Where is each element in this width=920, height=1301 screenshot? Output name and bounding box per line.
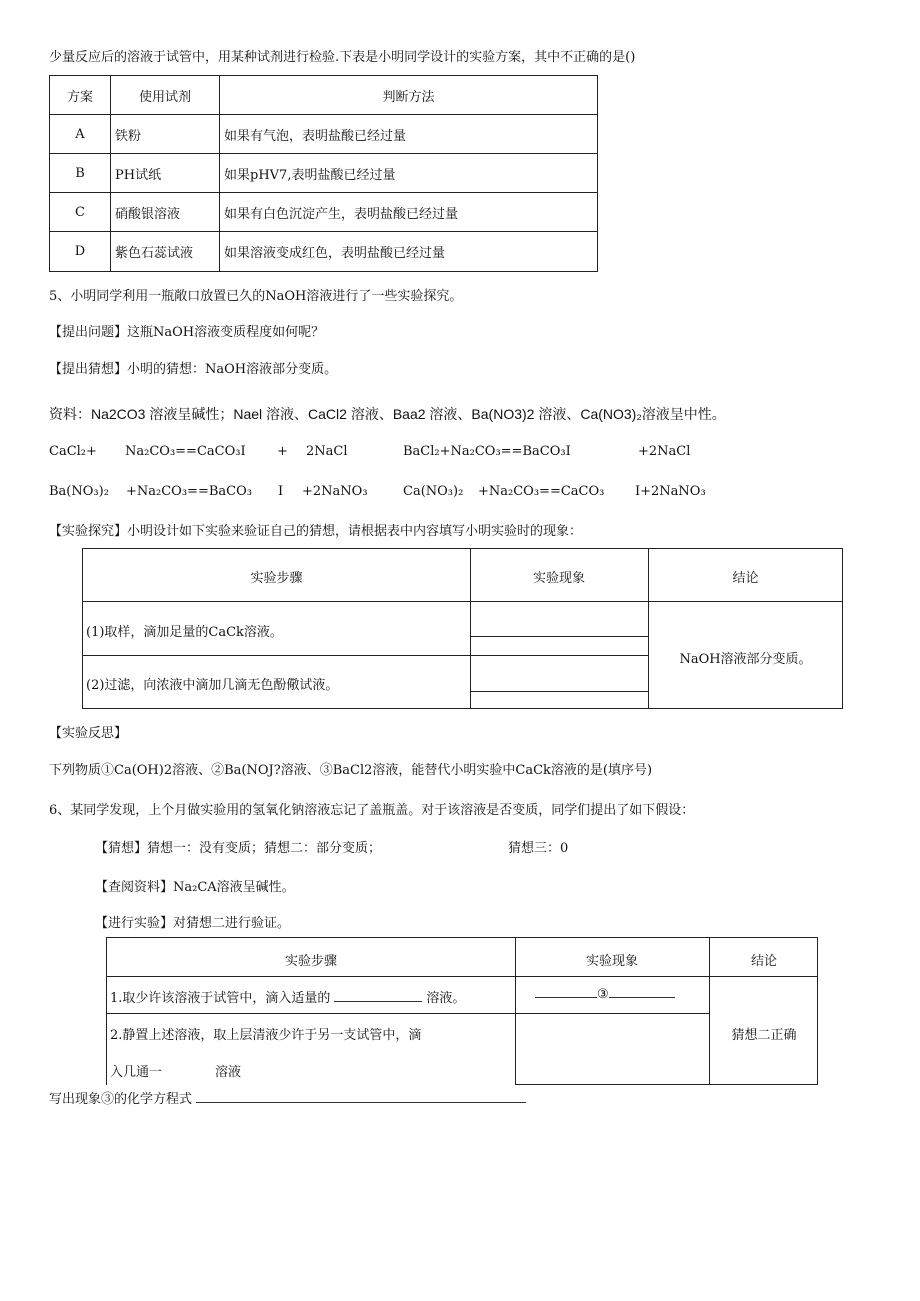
header-plan: 方案 <box>50 76 111 115</box>
eq: +Na₂CO₃==CaCO₃ <box>478 484 605 499</box>
step-1: (1)取样，滴加足量的CaCk溶液。 <box>86 625 283 640</box>
cell: 如果溶液变成红色，表明盐酸已经过量 <box>220 232 598 272</box>
cell: 硝酸银溶液 <box>111 193 220 232</box>
eq: +2NaCl <box>638 444 691 459</box>
eq: + <box>277 444 288 459</box>
eq: +Na₂CO₃==BaCO₃ <box>126 484 252 499</box>
eq: CaCl₂+ <box>49 444 97 459</box>
step-1-text: 1.取少许该溶液于试管中，滴入适量的 <box>110 991 331 1006</box>
observation-1 <box>535 987 675 1002</box>
reflect-heading: 【实验反思】 <box>49 726 128 741</box>
header-steps: 实验步骤 <box>250 571 303 586</box>
cell: 如果有白色沉淀产生，表明盐酸已经过量 <box>220 193 598 232</box>
circled-3: ③ <box>597 987 609 1002</box>
q6-guess-3: 猜想三：0 <box>508 841 569 856</box>
intro-text: 少量反应后的溶液于试管中，用某种试剂进行检验.下表是小明同学设计的实验方案，其中不正确的是() <box>49 50 636 65</box>
table-row <box>50 232 598 272</box>
step-1 <box>110 987 465 1006</box>
step-2-cont: 入几通一 <box>110 1065 163 1080</box>
table-row <box>50 193 598 232</box>
step-2: (2)过滤，向浓液中滴加几滴无色酚儆试液。 <box>86 678 339 693</box>
cell: B <box>50 154 111 193</box>
table-experiment-6 <box>106 937 818 1085</box>
table-row <box>50 115 598 154</box>
cell: A <box>50 115 111 154</box>
eq: I+2NaNO₃ <box>635 484 706 499</box>
q5-guess: 【提出猜想】小明的猜想：NaOH溶液部分变质。 <box>49 362 338 377</box>
cell: 如果有气泡，表明盐酸已经过量 <box>220 115 598 154</box>
cell: C <box>50 193 111 232</box>
table-experiment-5 <box>82 548 843 709</box>
step-1-suffix: 溶液。 <box>426 991 466 1006</box>
eq: Ca(NO₃)₂ <box>403 484 464 499</box>
header-steps: 实验步骤 <box>284 954 337 969</box>
equation-blank[interactable] <box>196 1102 526 1103</box>
step-2-suffix: 溶液 <box>215 1065 242 1080</box>
header-reagent: 使用试剂 <box>111 76 220 115</box>
reflect-question: 下列物质①Ca(OH)2溶液、②Ba(NOJ?溶液、③BaCl2溶液，能替代小明实验中CaCk溶液的是(填序号) <box>49 763 653 778</box>
q6-info: 【查阅资料】Na₂CA溶液呈碱性。 <box>95 880 295 895</box>
step-2: 2.静置上述溶液，取上层清液少许于另一支试管中，滴 <box>110 1028 422 1043</box>
eq: 2NaCl <box>306 444 348 459</box>
blank[interactable] <box>334 1001 422 1002</box>
header-phenomenon: 实验现象 <box>532 571 585 586</box>
header-conclusion: 结论 <box>732 571 759 586</box>
cell: PH试纸 <box>111 154 220 193</box>
header-phenomenon: 实验现象 <box>585 954 638 969</box>
q6-title: 6、某同学发现，上个月做实验用的氢氧化钠溶液忘记了盖瓶盖。对于该溶液是否变质，同学们提出了如下假设： <box>49 803 695 818</box>
q5-info: 资料：Na2CO3 溶液呈碱性；Nael 溶液、CaCl2 溶液、Baa2 溶液、Ba(NO3)2 溶液、Ca(NO3)₂溶液呈中性。 <box>49 406 726 422</box>
q6-exp: 【进行实验】对猜想二进行验证。 <box>95 916 291 931</box>
table-plan <box>49 75 598 272</box>
blank[interactable] <box>535 997 597 998</box>
blank[interactable] <box>609 997 675 998</box>
q6-guess: 【猜想】猜想一：没有变质；猜想二：部分变质； <box>95 841 382 856</box>
q5-explore: 【实验探究】小明设计如下实验来验证自己的猜想，请根据表中内容填写小明实验时的现象： <box>49 524 583 539</box>
cell: D <box>50 232 111 272</box>
conclusion: NaOH溶液部分变质。 <box>679 652 812 667</box>
cell: 铁粉 <box>111 115 220 154</box>
eq: I <box>278 484 284 499</box>
table-row <box>50 154 598 193</box>
eq: +2NaNO₃ <box>302 484 368 499</box>
header-conclusion: 结论 <box>750 954 777 969</box>
cell: 如果pHV7,表明盐酸已经过量 <box>220 154 598 193</box>
eq: Ba(NO₃)₂ <box>49 484 109 499</box>
conclusion: 猜想二正确 <box>731 1028 797 1043</box>
q5-title: 5、小明同学利用一瓶敞口放置已久的NaOH溶液进行了一些实验探究。 <box>49 289 463 304</box>
eq: BaCl₂+Na₂CO₃==BaCO₃I <box>403 444 571 459</box>
equation-prompt <box>49 1088 526 1107</box>
q5-question: 【提出问题】这瓶NaOH溶液变质程度如何呢？ <box>49 325 325 340</box>
header-method: 判断方法 <box>220 76 598 115</box>
cell: 紫色石蕊试液 <box>111 232 220 272</box>
eq: Na₂CO₃==CaCO₃I <box>125 444 246 459</box>
equation-label: 写出现象③的化学方程式 <box>49 1092 193 1107</box>
